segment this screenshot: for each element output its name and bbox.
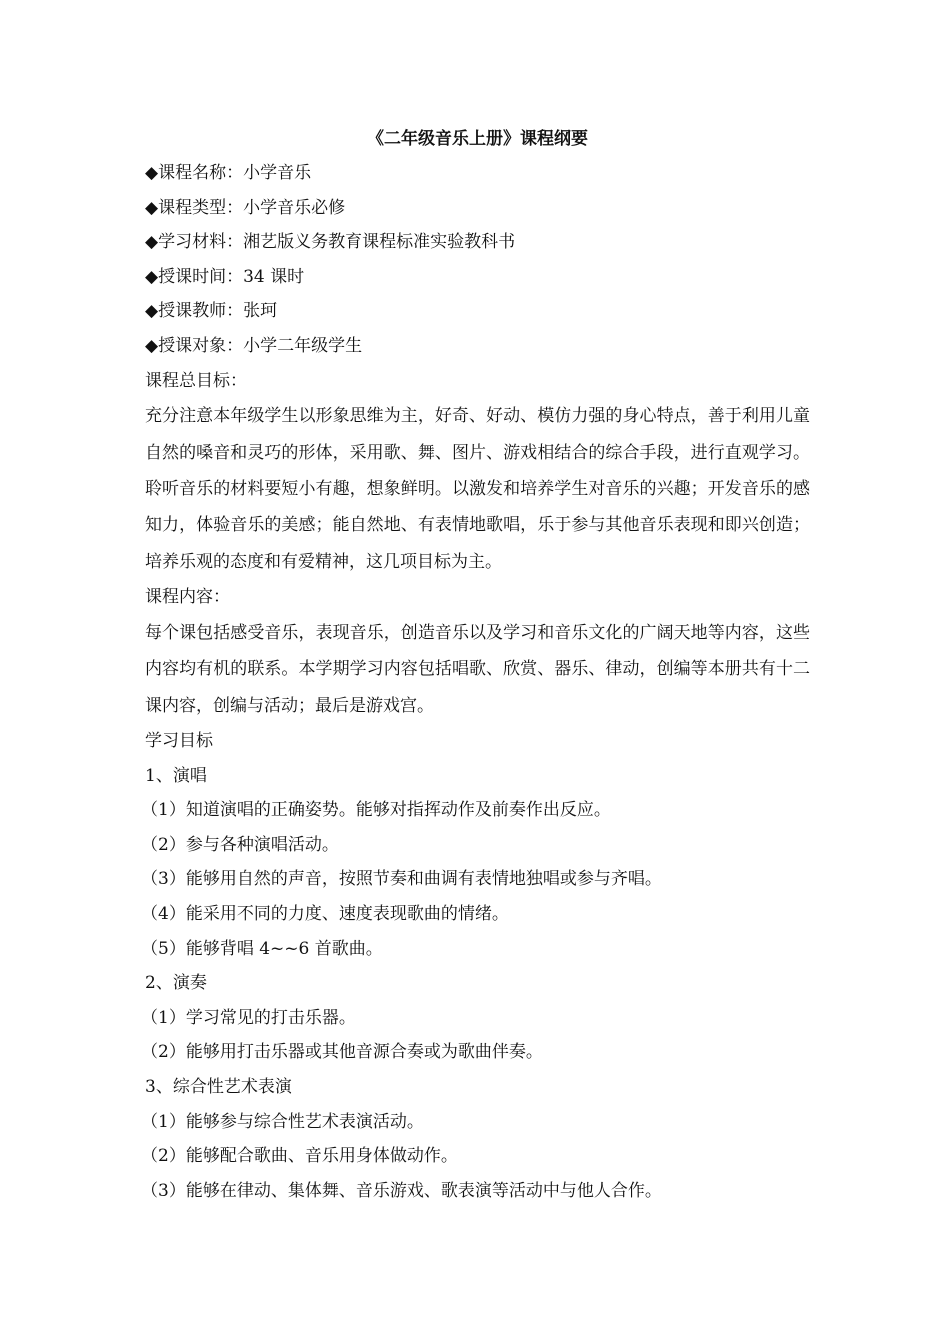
performance-item-3: （3）能够在律动、集体舞、音乐游戏、歌表演等活动中与他人合作。: [141, 1180, 662, 1201]
performance-item-2: （2）能够配合歌曲、音乐用身体做动作。: [141, 1146, 458, 1167]
performance-item-1: （1）能够参与综合性艺术表演活动。: [141, 1111, 424, 1132]
info-teacher: ◆授课教师：张珂: [145, 301, 278, 322]
playing-item-2: （2）能够用打击乐器或其他音源合奏或为歌曲伴奏。: [141, 1042, 543, 1063]
section-performance-heading: 3、综合性艺术表演: [145, 1076, 292, 1097]
info-materials: ◆学习材料：湘艺版义务教育课程标准实验教科书: [145, 232, 516, 253]
singing-item-2: （2）参与各种演唱活动。: [141, 834, 339, 855]
section-playing-heading: 2、演奏: [145, 973, 207, 994]
info-course-type: ◆课程类型：小学音乐必修: [145, 197, 346, 218]
playing-item-1: （1）学习常见的打击乐器。: [141, 1007, 356, 1028]
document-title: 《二年级音乐上册》课程纲要: [367, 129, 588, 149]
objectives-heading: 学习目标: [145, 731, 213, 751]
section-singing-heading: 1、演唱: [145, 765, 207, 786]
content-paragraph: 每个课包括感受音乐，表现音乐，创造音乐以及学习和音乐文化的广阔天地等内容，这些内容均有机的联系。本学期学习内容包括唱歌、欣赏、器乐、律动，创编等本册共有十二课内容，创编与活动；最后是游戏宫。: [145, 622, 810, 716]
info-hours: ◆授课时间：34 课时: [145, 266, 305, 287]
singing-item-3: （3）能够用自然的声音，按照节奏和曲调有表情地独唱或参与齐唱。: [141, 869, 662, 890]
info-audience: ◆授课对象：小学二年级学生: [145, 335, 363, 356]
singing-item-5: （5）能够背唱 4~~6 首歌曲。: [141, 938, 383, 959]
document-body: [141, 122, 810, 1208]
goal-heading: 课程总目标：: [145, 370, 247, 391]
content-heading: 课程内容：: [145, 587, 230, 608]
singing-item-1: （1）知道演唱的正确姿势。能够对指挥动作及前奏作出反应。: [141, 800, 611, 821]
singing-item-4: （4）能采用不同的力度、速度表现歌曲的情绪。: [141, 903, 509, 924]
goal-paragraph: 充分注意本年级学生以形象思维为主，好奇、好动、模仿力强的身心特点，善于利用儿童自然的嗓音和灵巧的形体，采用歌、舞、图片、游戏相结合的综合手段，进行直观学习。聆听音乐的材料要短小有趣，想象鲜明。以激发和培养学生对音乐的兴趣；开发音乐的感知力，体验音乐的美感；能自然地、有表情地歌唱，乐于参与其他音乐表现和即兴创造；培养乐观的态度和有爱精神，这几项目标为主。: [145, 406, 810, 572]
info-course-name: ◆课程名称：小学音乐: [145, 163, 312, 183]
